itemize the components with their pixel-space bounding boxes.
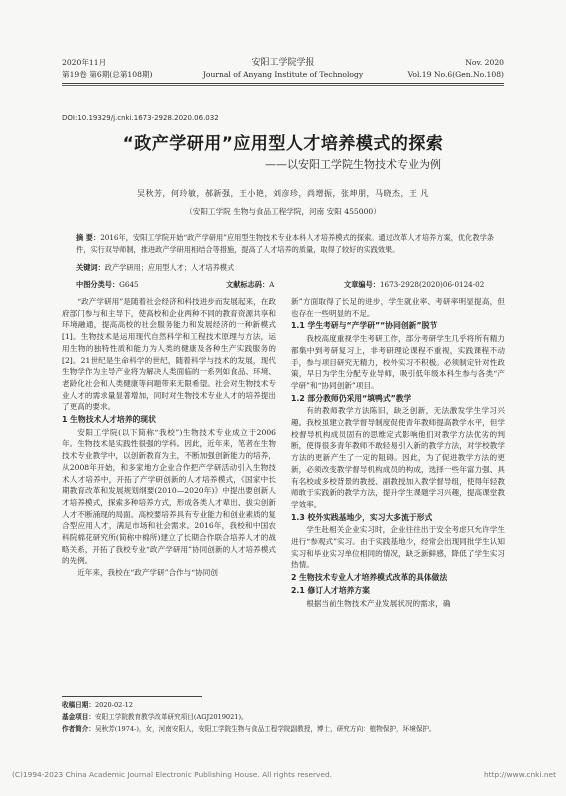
author-bio-label: 作者简介： [62, 725, 95, 733]
received-date: 2020-02-12 [94, 701, 133, 709]
header-volume-en: Vol.19 No.6(Gen.No.108) [407, 70, 504, 79]
header-date-en: Nov. 2020 [465, 58, 504, 67]
header-journal-en: Journal of Anyang Institute of Technology [202, 70, 364, 79]
section-heading: 1.2 部分教师仍采用“填鸭式”教学 [291, 393, 412, 403]
keywords [76, 262, 494, 273]
body-paragraph: 学生赴相关企业实习时，企业往往出于安全考虑只允许学生进行“参观式”实习。由于实践基地少，经常会出现同批学生认知实习和毕业实习单位相同的情况，缺乏新鲜感，降低了学生实习热情。 [291, 525, 505, 570]
body-paragraph: 根据当前生物技术产业发展状况的需求，确 [306, 598, 451, 608]
body-paragraph: 近年来，我校在“政产学研”合作与“协同创 [77, 568, 218, 578]
footnote-author [62, 724, 504, 734]
body-paragraph: “政产学研用”是随着社会经济和科技进步而发展起来，在政府部门参与和主导下，使高校和企业两种不同的教育资源共享和环境融通，提高高校的社会服务能力和发展经济的一种新模式[1]。生物技术是运用现代自然科学和工程技术原理与方法，运用生物的独特性质和能力为人类的健康及各种生产实践服务的[2]。21世纪是生命科学的世纪，随着科学与技术的发展，现代生物学作为主导产业将为解决人类面临的一系列如食品、环境、老龄化社会和人类健康等问题带来无限希望。社会对生物技术专业人才的需求量显著增加，同时对生物技术专业人才的培养提出了更高的要求。 [62, 297, 276, 412]
keywords-label: 关键词： [76, 263, 105, 272]
section-heading: 2 生物技术专业人才培养模式改革的具体做法 [291, 573, 448, 583]
abstract-text: 2016年，安阳工学院开始“政产学研用”应用型生物技术专业本科人才培养模式的探索。通过改革人才培养方案，优化教学条件，实行双导师制，推进政产学研用相结合等措施，提高了人才培养的质量，取得了较好的实践效果。 [76, 233, 494, 254]
header-date-cn: 2020年11月 [62, 58, 107, 67]
clc-value: G645 [119, 280, 139, 289]
footnote-rule [62, 696, 202, 697]
body-paragraph: 我校高度重视学生考研工作，部分考研学生几乎将所有精力都集中到考研复习上，非考研理论课程不重视，实践课程不动手，参与项目研究无精力，校外实习不积极。必须制定针对性政策，早日为学生分配专业导师，吸引低年级本科生参与各类“产学研”和“协同创新”项目。 [291, 334, 505, 390]
clc-number [76, 279, 139, 290]
section-heading: 1 生物技术人才培养的现状 [62, 415, 156, 425]
header-volume-cn: 第19卷 第6期(总第108期) [62, 70, 153, 79]
received-label: 收稿日期： [62, 701, 95, 709]
header-rule [62, 83, 504, 84]
author-bio-text: 吴秋芳(1974-)，女，河南安阳人，安阳工学院生物与食品工程学院副教授，博士，研究方向：植物保护，环境保护。 [94, 725, 436, 733]
fund-label: 基金项目： [62, 713, 95, 721]
article-number-label: 文章编号： [344, 280, 380, 289]
footnote-fund [62, 712, 504, 722]
abstract-label: 摘 要： [76, 233, 101, 242]
clc-label: 中图分类号： [76, 280, 120, 289]
author-list: 吴秋芳，何玲敏，郝新强，王小艳，刘彦珍，尚增振，张坤朋，马晓杰，王 凡 [136, 189, 430, 198]
header-journal-cn: 安阳工学院学报 [251, 58, 315, 68]
section-heading: 1.3 校外实践基地少，实习大多流于形式 [291, 512, 433, 522]
keywords-text: 政产学研用；应用型人才；人才培养模式 [104, 263, 235, 272]
footnote-received [62, 700, 504, 710]
affiliation: （安阳工学院 生物与食品工程学院，河南 安阳 455000） [185, 207, 381, 216]
body-paragraph: 安阳工学院(以下简称“我校”)生物技术专业成立于2006年。生物技术是实践性很强的学科。因此，近年来，笔者在生物技术专业教学中，以创新教育为主，不断加强创新能力的培养，从2008年开始，和多家地方企业合作把产学研活动引入生物技术人才培养中，开拓了产学研创新的人才培养模式，《国家中长期教育改革和发展规划纲要(2010—2020年)》中提出要创新人才培养模式，探索多种培养方式，形成各类人才辈出、拔尖创新人才不断涌现的局面。高校要培养具有专业能力和创业素质的复合型应用人才，满足市场和社会需求。2016年，我校和中国农科院棉花研究所(简称中棉所)建立了长期合作联合培养人才的战略关系，开拓了我校专业“政产学研用”协同创新的人才培养模式的先例。 [62, 427, 276, 566]
cnki-link[interactable]: http://www.cnki.net [483, 770, 556, 779]
abstract [76, 232, 494, 255]
article-number [344, 279, 484, 290]
left-column [62, 296, 276, 579]
doi: DOI:10.19329/j.cnki.1673-2928.2020.06.032 [62, 114, 219, 122]
article-number-value: 1673-2928(2020)06-0124-02 [379, 280, 485, 289]
paper-title: “政产学研用”应用型人才培养模式的探索 [122, 134, 444, 154]
body-paragraph: 有的教师教学方法陈旧，缺乏创新，无法激发学生学习兴趣。我校虽建立教学督导制度促使青年教师提高教学水平，但学校督导机构成员固有的思维定式影响他们对教学方法优劣的判断，使得很多青年教师不敢轻易引入新的教学方法，对学校教学方法的更新产生了一定的阻碍。因此，为了促进教学方法的更新，必须改变教学督导机构成员的构成，选择一些年富力强、具有名校或多校背景的教授、副教授加入教学督导组，使得年轻教师敢于实践新的教学方法，提升学生课题学习兴趣，提高课堂教学效率。 [291, 406, 505, 509]
right-column [291, 296, 505, 609]
body-paragraph: 新”方面取得了长足的进步，学生就业率、考研率明显提高，但也存在一些明显的不足。 [291, 297, 505, 318]
fund-text: 安阳工学院教育教学改革研究项目(AGJ2019021)。 [94, 713, 248, 721]
section-heading: 2.1 修订人才培养方案 [291, 585, 370, 595]
paper-subtitle: ——以安阳工学院生物技术专业为例 [265, 158, 441, 171]
section-heading: 1.1 学生考研与“产学研”“协同创新”脱节 [291, 321, 438, 331]
document-code [226, 279, 274, 290]
header-rule-thin [62, 85, 504, 86]
document-code-value: A [269, 280, 275, 289]
copyright-text: (C)1994-2023 China Academic Journal Electronic Publishing House. All rights reserved. [12, 770, 333, 779]
document-code-label: 文献标志码： [226, 280, 270, 289]
